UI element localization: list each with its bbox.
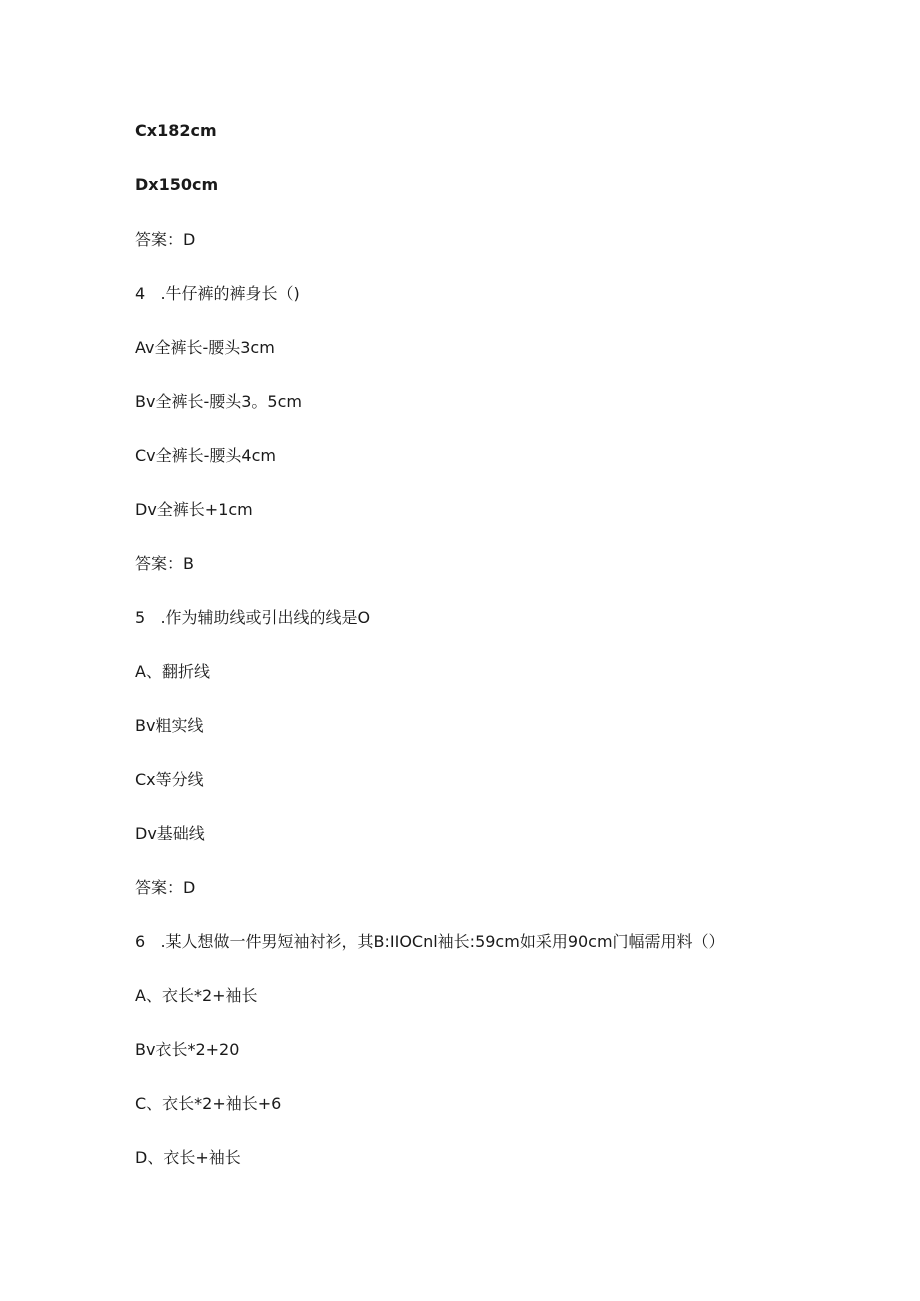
option-d-q4: Dv全裤长+1cm bbox=[135, 500, 253, 519]
option-c-q6: C、衣长*2+袖长+6 bbox=[135, 1094, 282, 1113]
option-d-q3: Dx150cm bbox=[135, 175, 219, 194]
option-b-q5: Bv粗实线 bbox=[135, 716, 204, 735]
option-a-q5: A、翻折线 bbox=[135, 662, 210, 681]
question-5: 5 .作为辅助线或引出线的线是O bbox=[135, 608, 371, 627]
question-4: 4 .牛仔裤的裤身长（) bbox=[135, 284, 300, 303]
option-c-q4: Cv全裤长-腰头4cm bbox=[135, 446, 276, 465]
option-c-q3: Cx182cm bbox=[135, 121, 217, 140]
question-6: 6 .某人想做一件男短袖衬衫，其B:IIOCnl袖长:59cm如采用90cm门幅需用料（） bbox=[135, 932, 725, 951]
option-d-q5: Dv基础线 bbox=[135, 824, 205, 843]
option-b-q6: Bv衣长*2+20 bbox=[135, 1040, 240, 1059]
answer-q5: 答案：D bbox=[135, 878, 196, 897]
option-c-q5: Cx等分线 bbox=[135, 770, 204, 789]
option-a-q4: Av全裤长-腰头3cm bbox=[135, 338, 275, 357]
answer-q4: 答案：B bbox=[135, 554, 194, 573]
answer-q3: 答案：D bbox=[135, 230, 196, 249]
option-d-q6: D、衣长+袖长 bbox=[135, 1148, 241, 1167]
option-a-q6: A、衣长*2+袖长 bbox=[135, 986, 258, 1005]
option-b-q4: Bv全裤长-腰头3。5cm bbox=[135, 392, 302, 411]
